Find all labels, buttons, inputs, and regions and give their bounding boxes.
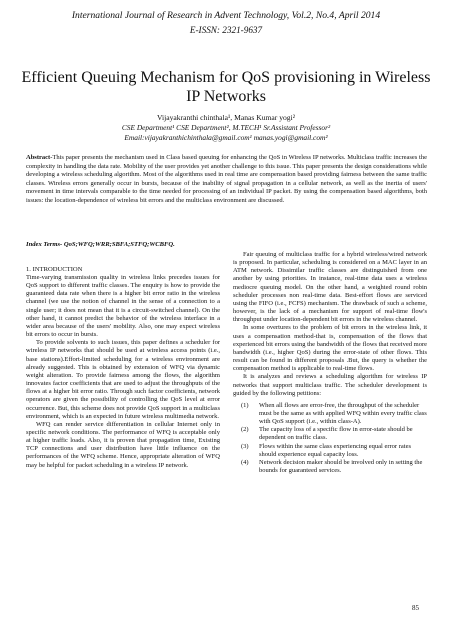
list-number: (3) xyxy=(241,442,249,450)
email-line: Email:vijayakranthichinthala@gmail.com¹ manas.yogi@gmail.com² xyxy=(124,133,328,142)
list-number: (1) xyxy=(241,401,249,409)
list-text: Network decision maker should be involved only in setting the bounds for guaranteed services. xyxy=(259,458,423,475)
list-item xyxy=(233,426,427,442)
left-column xyxy=(26,265,220,470)
list-text: Flows within the same class experiencing equal error rates should experience equal capacity loss. xyxy=(259,442,411,458)
list-item xyxy=(233,443,427,459)
journal-header: International Journal of Research in Advent Technology, Vol.2, No.4, April 2014 xyxy=(71,10,381,21)
issn-line: E-ISSN: 2321-9637 xyxy=(189,25,263,35)
affiliation-line: CSE Department¹ CSE Department², M.TECH¹ Sr.Assistant Professor² xyxy=(121,123,331,132)
list-text: When all flows are error-free, the throughput of the scheduler must be the same as with applied WFQ within every traffic class with QoS support (i.e., within class-A). xyxy=(259,401,427,426)
paragraph: Fair queuing of multiclass traffic for a hybrid wireless/wired network is proposed. In particular, scheduling is considered on a MAC layer in an ATM network. Dissimilar traffic classes are distinguished from one another by using priorities. In instance, real-time data uses a wireless mediocre queuing model. On the other hand, a weighted round robin scheduler processes non real-time data. Best-effort flows are serviced using the FIFO (i.e., FCFS) mechanism. The drawback of such a scheme, however, is the lack of a mechanism for support of real-time flow's throughput under location-dependent bit errors in the wireless channel. xyxy=(233,251,427,324)
index-terms: Index Terms- QoS;WFQ;WRR;SBFA;STFQ;WCBFQ. xyxy=(26,241,175,248)
list-number: (4) xyxy=(241,458,249,466)
paragraph: In some overtures to the problem of bit errors in the wireless link, it uses a compensation method-that is, compensation of the flows that experienced bit errors using the bandwidth of the flows that received more bandwidth (i.e., higher QoS) during the error-state of other flows. This result can be found in different proposals .But, the query is whether the compensation method is applicable to real-time flows. xyxy=(233,324,427,373)
section-heading: 1. INTRODUCTION xyxy=(26,266,83,273)
list-text: The capacity loss of a specific flow in error-state should be dependent on traffic class. xyxy=(259,426,413,442)
paragraph: To provide solvents to such issues, this paper defines a scheduler for wireless IP networks that should be used at wireless access points (i.e., base stations).Effort-limited scheduling for a wireless environment are already suggested. This is obtained by extension of WFQ via dynamic weight alteration. To provide fairness among the flows, the algorithm innovates factor coefficients that are used to adjust the throughputs of the flows at a higher bit error ratio. Through such factor coefficients, network operators are given the possibility of controlling the QoS level at error occurrence. But, this scheme does not provide QoS support in a multiclass environment, which is an expected in future wireless multimedia network. xyxy=(26,339,220,420)
petition-list xyxy=(233,402,427,475)
abstract-text: This paper presents the mechanism used in Class based queuing for enhancing the QoS in Wireless IP networks. Multiclass traffic increases the complexity in handling the data rate. Mobility of the user provides yet another challenge to this issue. This paper presents the design considerations while developing a wireless scheduling algorithm. Most of the algorithms used in real time are compensation based providing fairness between the same traffic classes. Wireless errors generally occur in bursts, because of the inability of signal propagation in a cellular network, as well as the inertia of users' movement in time intervals comparable to the time needed for processing of an individual IP packet. By using the compensation based algorithms, both issues: the location-dependence of wireless bit errors and the multiclass environment are discussed. xyxy=(26,154,427,204)
page-number: 85 xyxy=(412,604,419,612)
paragraph: Time-varying transmission quality in wireless links precedes issues for QoS support to different traffic classes. The enquiry is how to provide the guaranteed data rate when there is a higher bit error ratio in the wireless channel (we use the notion of channel in the sense of a connection to a single user; it does not mean that it is a circuit-switched channel). On the other hand, it cannot predict the behavior of the wireless interface in a wider area because of the users' mobility. Also, one may expect wireless bit errors to occur in bursts. xyxy=(26,274,220,339)
list-item xyxy=(233,402,427,426)
list-item xyxy=(233,459,427,475)
abstract xyxy=(26,154,427,205)
paragraph: WFQ can render service differentiation in cellular Internet only in specific network conditions. The performance of WFQ is acceptable only at higher traffic loads. Also, it is proven that propagation time, Existing TCP connections and user distribution have little influence on the performances of the WFQ scheme. Hence, appropriate alteration of WFQ may be helpful for packet scheduling in a wireless IP network. xyxy=(26,420,220,469)
paper-title: Efficient Queuing Mechanism for QoS provisioning in Wireless IP Networks xyxy=(21,69,431,105)
list-number: (2) xyxy=(241,426,249,434)
author-line: Vijayakranthi chinthala¹, Manas Kumar yogi² xyxy=(156,113,295,122)
right-column xyxy=(233,251,427,475)
abstract-label: Abstract- xyxy=(26,154,53,161)
paragraph: It is analyzes and reviews a scheduling algorithm for wireless IP networks that support multiclass traffic. The scheduler development is guided by the following petitions: xyxy=(233,373,427,397)
